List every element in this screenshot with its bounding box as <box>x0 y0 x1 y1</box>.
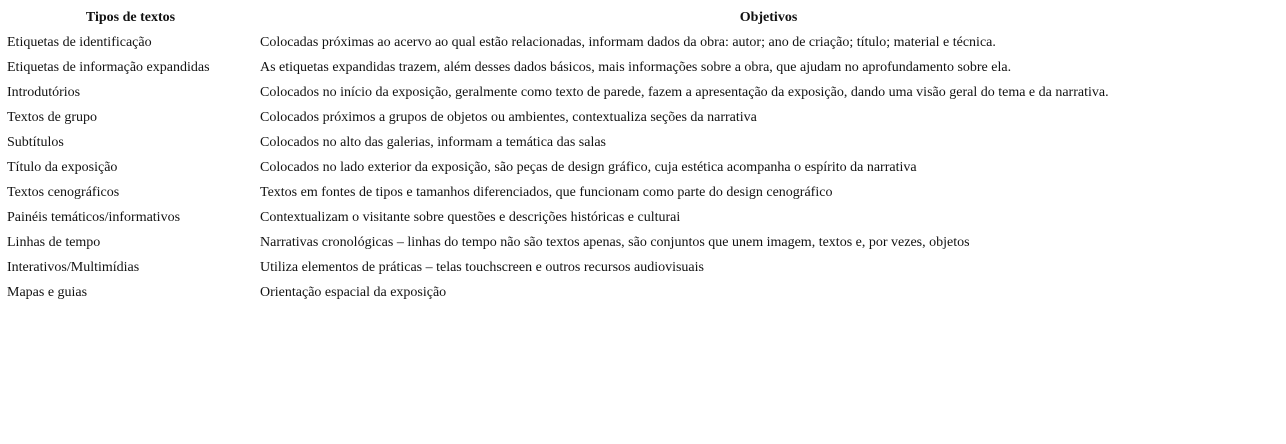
cell-objective: Colocados próximos a grupos de objetos ou ambientes, contextualiza seções da narrativa <box>260 109 757 125</box>
table-row <box>4 155 1280 180</box>
cell-text-type: Linhas de tempo <box>7 234 101 250</box>
table-row <box>4 205 1280 230</box>
cell-text-type: Introdutórios <box>7 84 81 100</box>
cell-objective: Colocadas próximas ao acervo ao qual estão relacionadas, informam dados da obra: autor; ano de criação; título; material e técnica. <box>260 34 996 50</box>
cell-text-type: Título da exposição <box>7 159 118 175</box>
table-header-row <box>4 5 1280 30</box>
header-objetivos: Objetivos <box>739 9 798 25</box>
cell-text-type: Etiquetas de identificação <box>7 34 152 50</box>
table-row <box>4 230 1280 255</box>
table-row <box>4 55 1280 80</box>
cell-objective: Textos em fontes de tipos e tamanhos diferenciados, que funcionam como parte do design cenográfico <box>260 184 833 200</box>
cell-objective: Narrativas cronológicas – linhas do tempo não são textos apenas, são conjuntos que unem imagem, textos e, por vezes, objetos <box>260 234 970 250</box>
cell-objective: Orientação espacial da exposição <box>260 284 447 300</box>
cell-text-type: Textos cenográficos <box>7 184 120 200</box>
cell-text-type: Mapas e guias <box>7 284 88 300</box>
cell-objective: Colocados no início da exposição, geralmente como texto de parede, fazem a apresentação da exposição, dando uma visão geral do tema e da narrativa. <box>260 84 1109 100</box>
table-row <box>4 255 1280 280</box>
cell-objective: Colocados no lado exterior da exposição, são peças de design gráfico, cuja estética acompanha o espírito da narrativa <box>260 159 917 175</box>
header-tipos-de-textos: Tipos de textos <box>85 9 176 25</box>
table-row <box>4 180 1280 205</box>
cell-text-type: Textos de grupo <box>7 109 98 125</box>
table-row <box>4 280 1280 305</box>
cell-text-type: Interativos/Multimídias <box>7 259 140 275</box>
cell-objective: As etiquetas expandidas trazem, além desses dados básicos, mais informações sobre a obra, que ajudam no aprofundamento sobre ela. <box>260 59 1012 75</box>
cell-objective: Utiliza elementos de práticas – telas touchscreen e outros recursos audiovisuais <box>260 259 704 275</box>
cell-text-type: Etiquetas de informação expandidas <box>7 59 210 75</box>
text-types-table <box>4 5 1280 305</box>
cell-text-type: Painéis temáticos/informativos <box>7 209 181 225</box>
cell-text-type: Subtítulos <box>7 134 64 150</box>
cell-objective: Contextualizam o visitante sobre questões e descrições históricas e culturai <box>260 209 681 225</box>
table-row <box>4 80 1280 105</box>
table-row <box>4 105 1280 130</box>
cell-objective: Colocados no alto das galerias, informam a temática das salas <box>260 134 607 150</box>
table-row <box>4 30 1280 55</box>
table-row <box>4 130 1280 155</box>
